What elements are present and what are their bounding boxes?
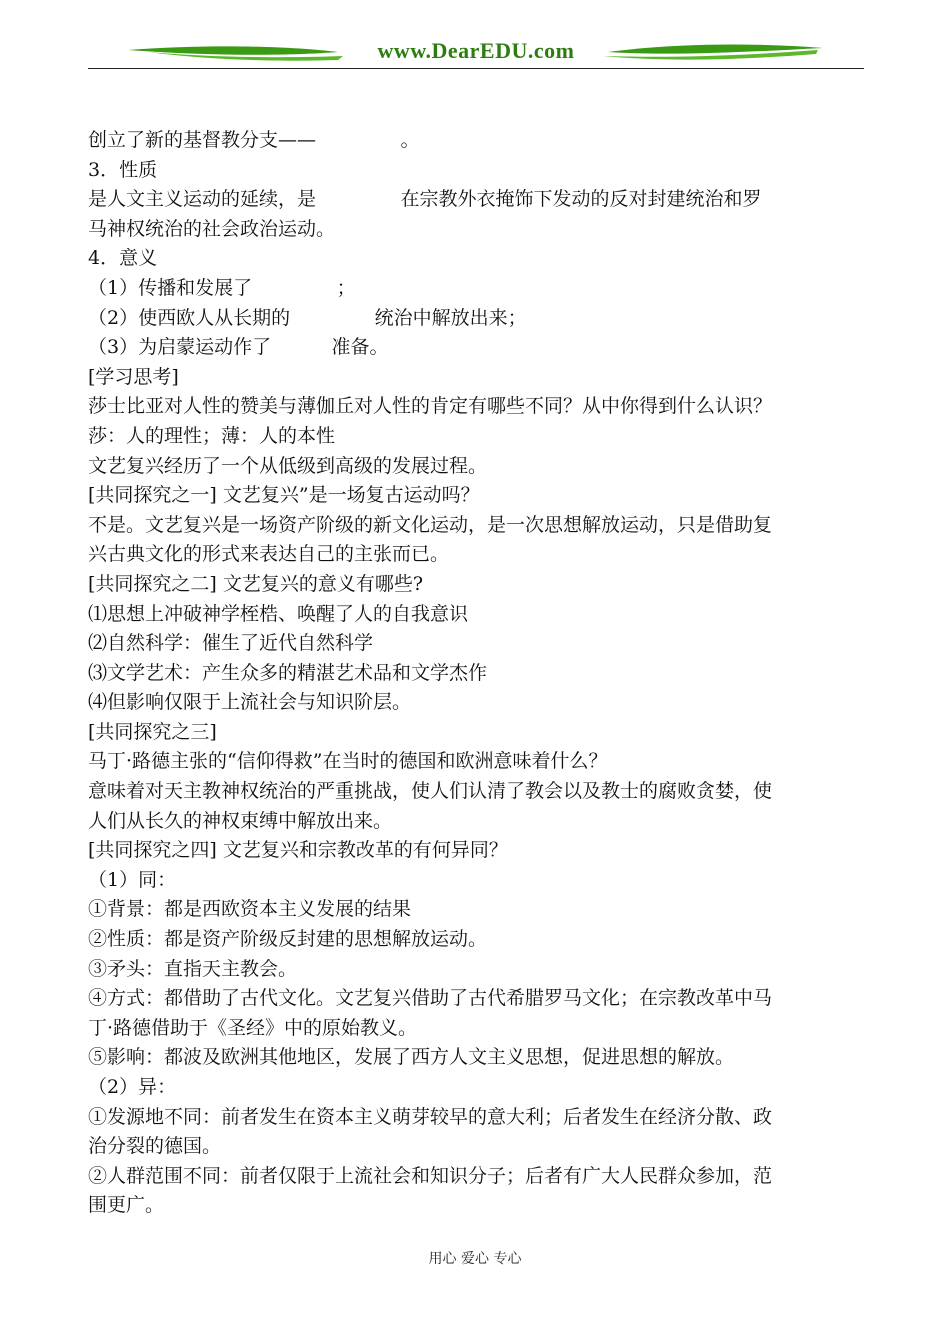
text-line: 是人文主义运动的延续，是 在宗教外衣掩饰下发动的反对封建统治和罗 [88, 188, 762, 211]
text-line: （1）传播和发展了 ； [88, 276, 356, 299]
page-footer: 用心 爱心 专心 [428, 1251, 522, 1267]
text-line: 莎士比亚对人性的赞美与薄伽丘对人性的肯定有哪些不同？从中你得到什么认识？ [88, 395, 773, 418]
text-line: 创立了新的基督教分支—— 。 [88, 129, 420, 151]
text-line: （2）使西欧人从长期的 统治中解放出来； [88, 306, 527, 329]
text-line: 3．性质 [88, 158, 158, 181]
text-line: 意味着对天主教神权统治的严重挑战，使人们认清了教会以及教士的腐败贪婪，使 [88, 780, 773, 803]
text-line: （2）异： [88, 1076, 177, 1098]
page-header [88, 36, 864, 70]
text-line: [共同探究之二] 文艺复兴的意义有哪些? [88, 572, 424, 595]
text-line: 不是。文艺复兴是一场资产阶级的新文化运动，是一次思想解放运动，只是借助复 [88, 513, 773, 536]
text-line: [共同探究之四] 文艺复兴和宗教改革的有何异同？ [88, 839, 508, 862]
text-line: [共同探究之一] 文艺复兴”是一场复古运动吗？ [88, 484, 480, 507]
text-line: ②人群范围不同：前者仅限于上流社会和知识分子；后者有广大人民群众参加，范 [88, 1164, 773, 1187]
text-line: 马神权统治的社会政治运动。 [88, 217, 336, 240]
text-line: 莎：人的理性；薄：人的本性 [88, 424, 336, 447]
text-line: ⑷但影响仅限于上流社会与知识阶层。 [88, 691, 412, 714]
text-line: ①背景：都是西欧资本主义发展的结果 [88, 898, 412, 921]
text-line: （1）同： [88, 868, 177, 891]
text-line: 围更广。 [88, 1194, 165, 1217]
text-line: [学习思考] [88, 365, 179, 388]
text-line: 丁·路德借助于《圣经》中的原始教义。 [88, 1016, 418, 1039]
header-rule [88, 68, 864, 69]
text-line: ①发源地不同：前者发生在资本主义萌芽较早的意大利；后者发生在经济分散、政 [88, 1105, 773, 1128]
text-line: ③矛头：直指天主教会。 [88, 957, 298, 980]
text-line: 4．意义 [88, 247, 158, 270]
text-line: [共同探究之三] [88, 720, 217, 743]
text-line: ④方式：都借助了古代文化。文艺复兴借助了古代希腊罗马文化；在宗教改革中马 [88, 987, 773, 1010]
site-logo-text: www.DearEDU.com [377, 38, 575, 63]
document-body [88, 126, 864, 1221]
text-line: ⑴思想上冲破神学桎梏、唤醒了人的自我意识 [88, 602, 469, 625]
text-line: ⑤影响：都波及欧洲其他地区，发展了西方人文主义思想，促进思想的解放。 [88, 1046, 735, 1069]
text-line: 文艺复兴经历了一个从低级到高级的发展过程。 [88, 454, 488, 477]
text-line: 治分裂的德国。 [88, 1135, 222, 1158]
text-line: ⑵自然科学：催生了近代自然科学 [88, 632, 374, 655]
text-line: 人们从长久的神权束缚中解放出来。 [88, 809, 393, 832]
text-line: ⑶文学艺术：产生众多的精湛艺术品和文学杰作 [88, 661, 488, 684]
text-line: 兴古典文化的形式来表达自己的主张而已。 [88, 543, 450, 566]
text-line: ②性质：都是资产阶级反封建的思想解放运动。 [88, 928, 488, 951]
text-line: （3）为启蒙运动作了 准备。 [88, 336, 389, 359]
text-line: 马丁·路德主张的“信仰得救”在当时的德国和欧洲意味着什么？ [88, 750, 608, 773]
